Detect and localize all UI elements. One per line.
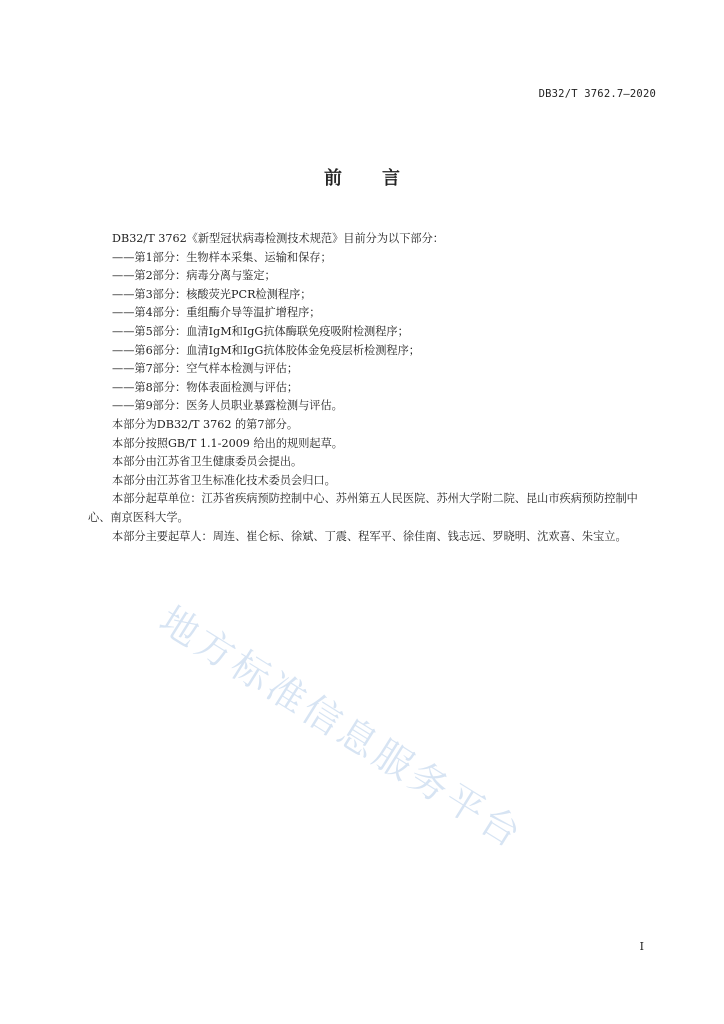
- drafters-paragraph: 本部分主要起草人：周连、崔仑标、徐斌、丁震、程军平、徐佳南、钱志远、罗晓明、沈欢喜、朱宝立。: [112, 529, 627, 543]
- list-item: ——第8部分：物体表面检测与评估；: [112, 380, 299, 394]
- page-number: I: [639, 940, 644, 953]
- list-item: ——第1部分：生物样本采集、运输和保存；: [112, 250, 332, 264]
- statement-paragraph: 本部分按照GB/T 1.1-2009 给出的规则起草。: [112, 436, 343, 450]
- title-char-1: 前: [324, 168, 342, 189]
- list-item: ——第7部分：空气样本检测与评估；: [112, 362, 299, 376]
- list-item: ——第5部分：血清IgM和IgG抗体酶联免疫吸附检测程序；: [112, 324, 409, 338]
- list-item: ——第3部分：核酸荧光PCR检测程序；: [112, 287, 312, 301]
- document-code: DB32/T 3762.7—2020: [538, 88, 656, 100]
- list-item: ——第2部分：病毒分离与鉴定；: [112, 269, 276, 283]
- foreword-body: [88, 230, 658, 546]
- title-char-2: 言: [382, 168, 400, 189]
- list-item: ——第6部分：血清IgM和IgG抗体胶体金免疫层析检测程序；: [112, 343, 420, 357]
- drafting-units-paragraph: 本部分起草单位：江苏省疾病预防控制中心、苏州第五人民医院、苏州大学附二院、昆山市疾病预防控制中心、南京医科大学。: [88, 492, 638, 524]
- intro-paragraph: DB32/T 3762《新型冠状病毒检测技术规范》目前分为以下部分：: [112, 232, 444, 245]
- statement-paragraph: 本部分由江苏省卫生标准化技术委员会归口。: [112, 473, 336, 487]
- page-title: [0, 164, 724, 190]
- statement-paragraph: 本部分为DB32/T 3762 的第7部分。: [112, 417, 299, 431]
- statement-paragraph: 本部分由江苏省卫生健康委员会提出。: [112, 455, 303, 469]
- watermark-text: 地方标准信息服务平台: [151, 597, 532, 858]
- list-item: ——第4部分：重组酶介导等温扩增程序；: [112, 306, 321, 320]
- list-item: ——第9部分：医务人员职业暴露检测与评估。: [112, 399, 343, 413]
